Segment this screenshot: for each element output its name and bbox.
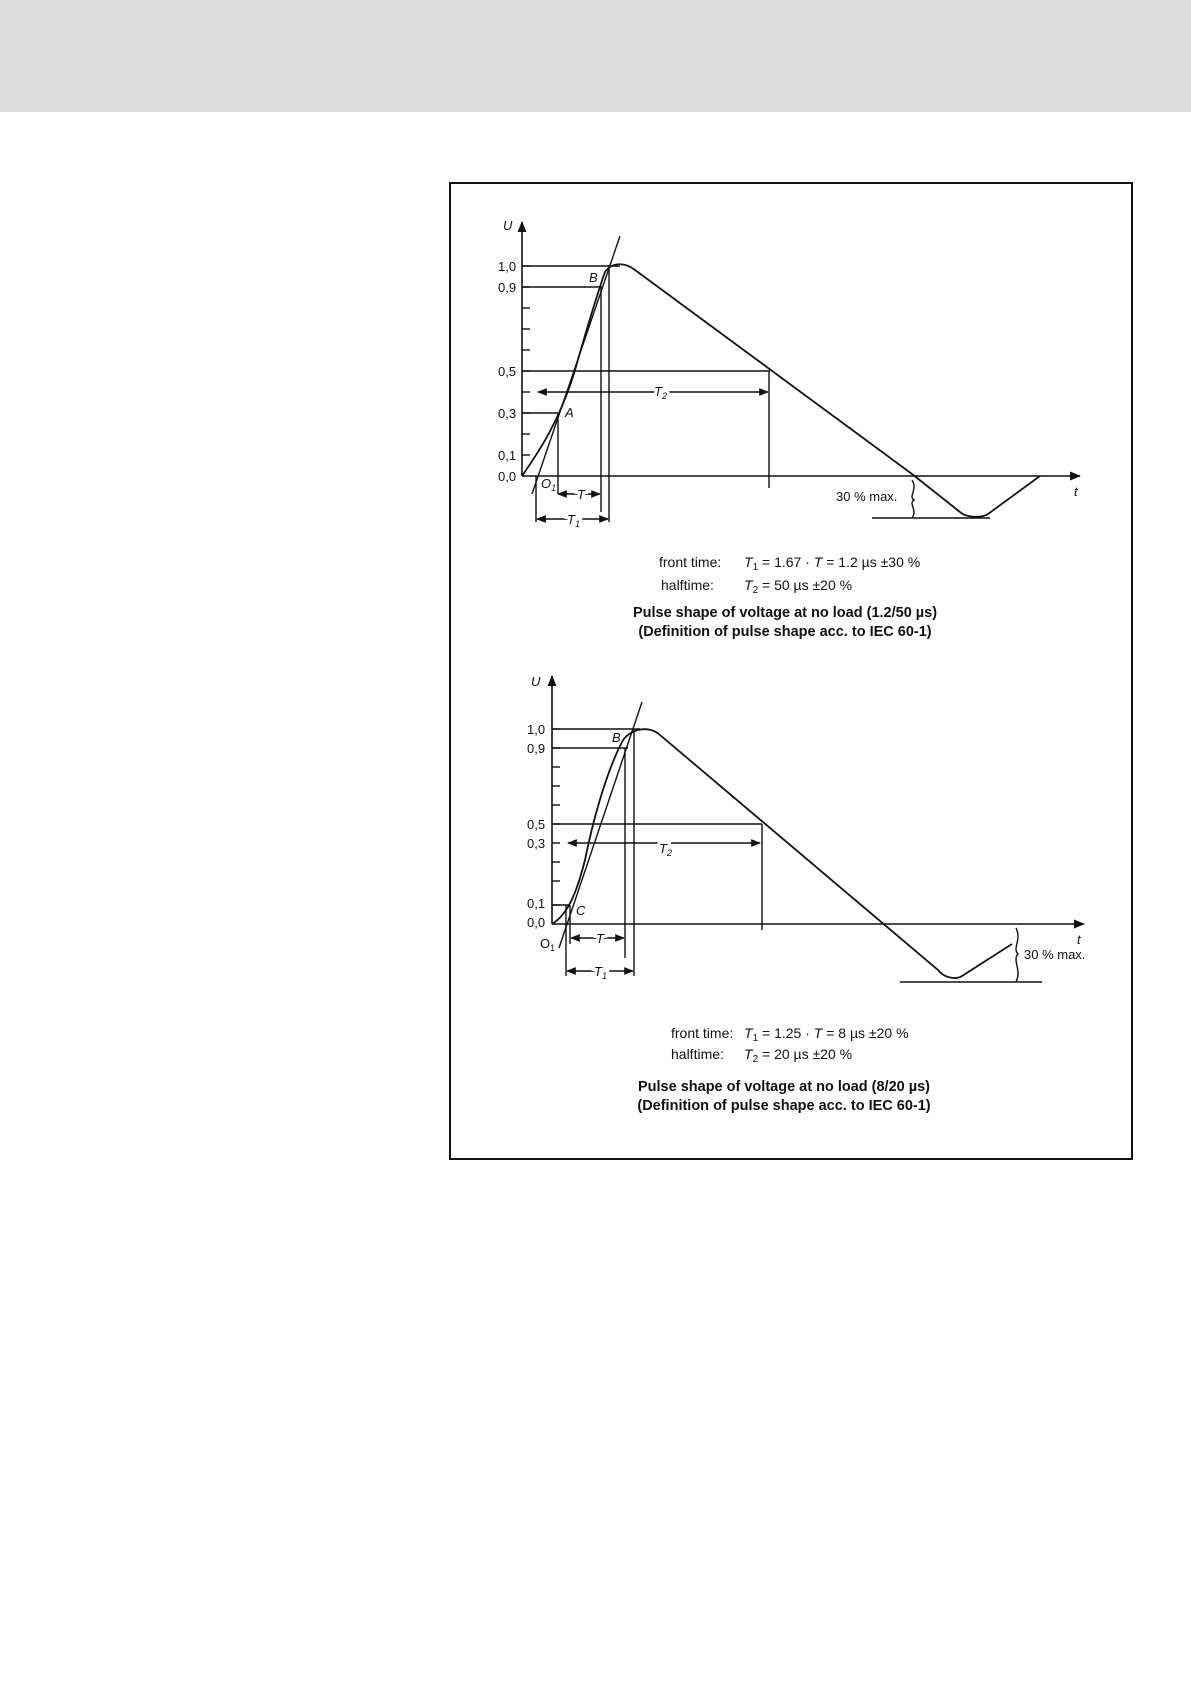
p1-t-axis-label: t	[1074, 484, 1078, 499]
p2-t2-label: $T_2$	[659, 841, 672, 858]
p2-point-c: C	[576, 903, 586, 918]
p2-tick-marks	[552, 729, 560, 905]
p2-caption-line2: (Definition of pulse shape acc. to IEC 60-1)	[637, 1098, 931, 1114]
p1-front-time-formula: $T_1 = 1.67 \cdot T = 1.2$ µs ±30 %	[744, 554, 921, 573]
p2-halftime-formula: $T_2 = 20$ µs ±20 %	[744, 1046, 853, 1065]
p1-origin-label: $O_1$	[541, 476, 557, 493]
p1-tick-0-9: 0,9	[498, 280, 517, 295]
p2-front-line	[559, 702, 642, 948]
p2-tick-1-0: 1,0	[527, 722, 546, 737]
p1-t-label: T	[577, 487, 585, 502]
p2-caption-line1: Pulse shape of voltage at no load (8/20 µs)	[638, 1079, 930, 1095]
p1-u-axis-label: U	[503, 218, 513, 233]
p2-front-time-formula: $T_1 = 1.25 \cdot T = 8$ µs ±20 %	[744, 1025, 909, 1044]
p1-tick-0-3: 0,3	[498, 406, 517, 421]
p2-front-time-label: front time:	[671, 1025, 734, 1041]
p2-tick-0-0: 0,0	[527, 915, 546, 930]
p1-tick-1-0: 1,0	[498, 259, 517, 274]
p2-undershoot-brace	[1016, 928, 1018, 982]
p1-point-a: A	[565, 405, 574, 420]
p1-waveform	[522, 264, 1040, 517]
p1-tick-marks	[522, 266, 530, 455]
p1-caption-line2: (Definition of pulse shape acc. to IEC 60-1)	[638, 624, 932, 640]
p2-undershoot-label: 30 % max.	[1024, 947, 1086, 962]
p2-tick-0-3: 0,3	[527, 836, 546, 851]
p1-undershoot-brace	[912, 480, 914, 518]
p2-tick-0-1: 0,1	[527, 896, 546, 911]
p1-t1-label: $T_1$	[567, 512, 580, 529]
p1-t2-label: $T_2$	[654, 384, 667, 401]
p1-front-time-label: front time:	[659, 554, 722, 570]
p2-t-label: T	[596, 931, 604, 946]
p2-waveform	[552, 729, 1012, 978]
p1-undershoot-label: 30 % max.	[836, 489, 898, 504]
p1-tick-0-5: 0,5	[498, 364, 517, 379]
p2-halftime-label: halftime:	[671, 1046, 724, 1062]
p1-point-b: B	[589, 270, 598, 285]
panel-2-diagram	[552, 676, 1084, 982]
panel-2-labels	[527, 674, 1085, 1114]
p2-t1-label: $T_1$	[594, 964, 607, 981]
p1-halftime-formula: $T_2 = 50$ µs ±20 %	[744, 577, 853, 596]
panel-1-labels	[498, 218, 1079, 640]
p2-tick-0-9: 0,9	[527, 741, 546, 756]
p2-tick-0-5: 0,5	[527, 817, 546, 832]
p1-tick-0-1: 0,1	[498, 448, 517, 463]
p2-u-axis-label: U	[531, 674, 541, 689]
p1-halftime-label: halftime:	[661, 577, 714, 593]
p2-origin-label: $O_1$	[540, 936, 556, 953]
p2-point-b: B	[612, 730, 621, 745]
panel-1-diagram	[522, 222, 1080, 522]
p1-caption-line1: Pulse shape of voltage at no load (1.2/50 µs)	[632, 605, 938, 621]
p2-t-axis-label: t	[1077, 932, 1081, 947]
p1-tick-0-0: 0,0	[498, 469, 517, 484]
